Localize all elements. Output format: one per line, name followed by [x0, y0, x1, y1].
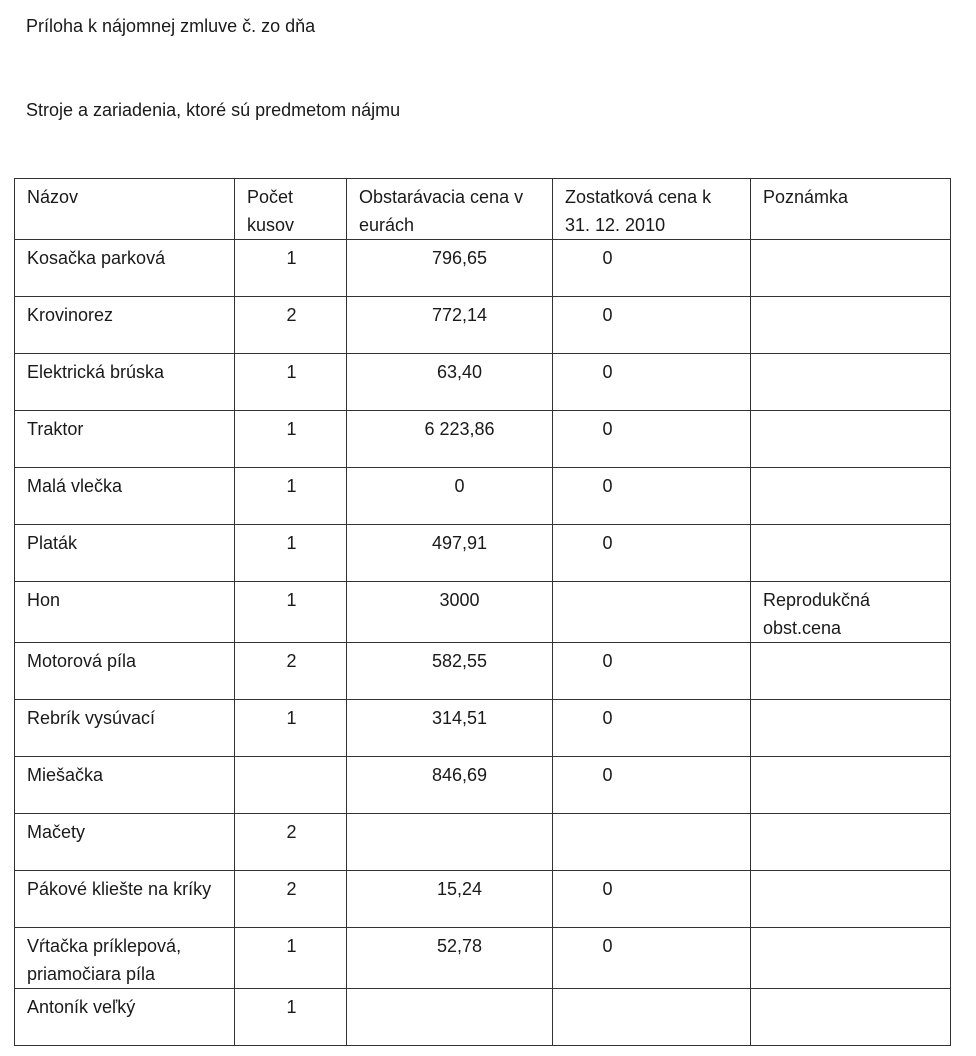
table-row	[15, 468, 951, 525]
cell-count: 2	[235, 643, 347, 700]
cell-name: Elektrická brúska	[15, 354, 235, 411]
table-header-row	[15, 179, 951, 240]
table-row	[15, 354, 951, 411]
equipment-table	[14, 178, 951, 1046]
cell-acquisition-price: 63,40	[347, 354, 553, 411]
cell-residual-value: 0	[553, 643, 751, 700]
table-row	[15, 297, 951, 354]
document-subheading: Stroje a zariadenia, ktoré sú predmetom nájmu	[26, 100, 401, 120]
cell-residual-value	[553, 582, 751, 643]
cell-acquisition-price: 772,14	[347, 297, 553, 354]
cell-count: 2	[235, 814, 347, 871]
table-row	[15, 989, 951, 1046]
cell-name: Rebrík vysúvací	[15, 700, 235, 757]
cell-count: 1	[235, 468, 347, 525]
cell-name: Malá vlečka	[15, 468, 235, 525]
cell-residual-value: 0	[553, 240, 751, 297]
cell-name: Kosačka parková	[15, 240, 235, 297]
cell-note	[751, 757, 951, 814]
cell-name: Pákové kliešte na kríky	[15, 871, 235, 928]
cell-residual-value: 0	[553, 700, 751, 757]
cell-count: 1	[235, 989, 347, 1046]
table-row	[15, 814, 951, 871]
table-row	[15, 928, 951, 989]
cell-acquisition-price: 796,65	[347, 240, 553, 297]
cell-residual-value: 0	[553, 468, 751, 525]
cell-name: Antoník veľký	[15, 989, 235, 1046]
cell-name: Krovinorez	[15, 297, 235, 354]
table-row	[15, 700, 951, 757]
cell-acquisition-price: 15,24	[347, 871, 553, 928]
header-note: Poznámka	[751, 179, 951, 240]
cell-acquisition-price: 497,91	[347, 525, 553, 582]
cell-note	[751, 297, 951, 354]
cell-residual-value	[553, 814, 751, 871]
cell-name: Vŕtačka príklepová, priamočiara píla	[15, 928, 235, 989]
cell-note	[751, 928, 951, 989]
table-row	[15, 240, 951, 297]
header-count: Počet kusov	[235, 179, 347, 240]
cell-note	[751, 700, 951, 757]
cell-count: 1	[235, 354, 347, 411]
cell-residual-value: 0	[553, 525, 751, 582]
cell-residual-value: 0	[553, 757, 751, 814]
cell-residual-value: 0	[553, 354, 751, 411]
cell-note	[751, 525, 951, 582]
cell-note	[751, 871, 951, 928]
table-row	[15, 643, 951, 700]
cell-acquisition-price: 52,78	[347, 928, 553, 989]
cell-name: Platák	[15, 525, 235, 582]
cell-acquisition-price: 6 223,86	[347, 411, 553, 468]
cell-residual-value: 0	[553, 411, 751, 468]
cell-count: 1	[235, 700, 347, 757]
cell-name: Motorová píla	[15, 643, 235, 700]
cell-acquisition-price	[347, 814, 553, 871]
cell-count: 2	[235, 297, 347, 354]
cell-count: 2	[235, 871, 347, 928]
cell-residual-value: 0	[553, 297, 751, 354]
cell-residual-value: 0	[553, 928, 751, 989]
table-row	[15, 871, 951, 928]
cell-count: 1	[235, 928, 347, 989]
table-row	[15, 411, 951, 468]
table-row	[15, 757, 951, 814]
cell-acquisition-price: 582,55	[347, 643, 553, 700]
cell-note: Reprodukčná obst.cena	[751, 582, 951, 643]
cell-count	[235, 757, 347, 814]
table-row	[15, 525, 951, 582]
cell-note	[751, 468, 951, 525]
cell-note	[751, 989, 951, 1046]
cell-count: 1	[235, 411, 347, 468]
cell-acquisition-price: 846,69	[347, 757, 553, 814]
cell-acquisition-price: 3000	[347, 582, 553, 643]
cell-acquisition-price: 314,51	[347, 700, 553, 757]
cell-note	[751, 814, 951, 871]
cell-acquisition-price	[347, 989, 553, 1046]
header-acquisition-price: Obstarávacia cena v eurách	[347, 179, 553, 240]
cell-note	[751, 354, 951, 411]
cell-note	[751, 411, 951, 468]
cell-name: Miešačka	[15, 757, 235, 814]
cell-name: Traktor	[15, 411, 235, 468]
cell-name: Hon	[15, 582, 235, 643]
cell-name: Mačety	[15, 814, 235, 871]
document-heading: Príloha k nájomnej zmluve č. zo dňa	[26, 16, 316, 36]
cell-residual-value	[553, 989, 751, 1046]
table-row	[15, 582, 951, 643]
cell-count: 1	[235, 240, 347, 297]
cell-residual-value: 0	[553, 871, 751, 928]
header-name: Názov	[15, 179, 235, 240]
cell-note	[751, 643, 951, 700]
cell-acquisition-price: 0	[347, 468, 553, 525]
cell-count: 1	[235, 525, 347, 582]
cell-count: 1	[235, 582, 347, 643]
cell-note	[751, 240, 951, 297]
header-residual-value: Zostatková cena k 31. 12. 2010	[553, 179, 751, 240]
